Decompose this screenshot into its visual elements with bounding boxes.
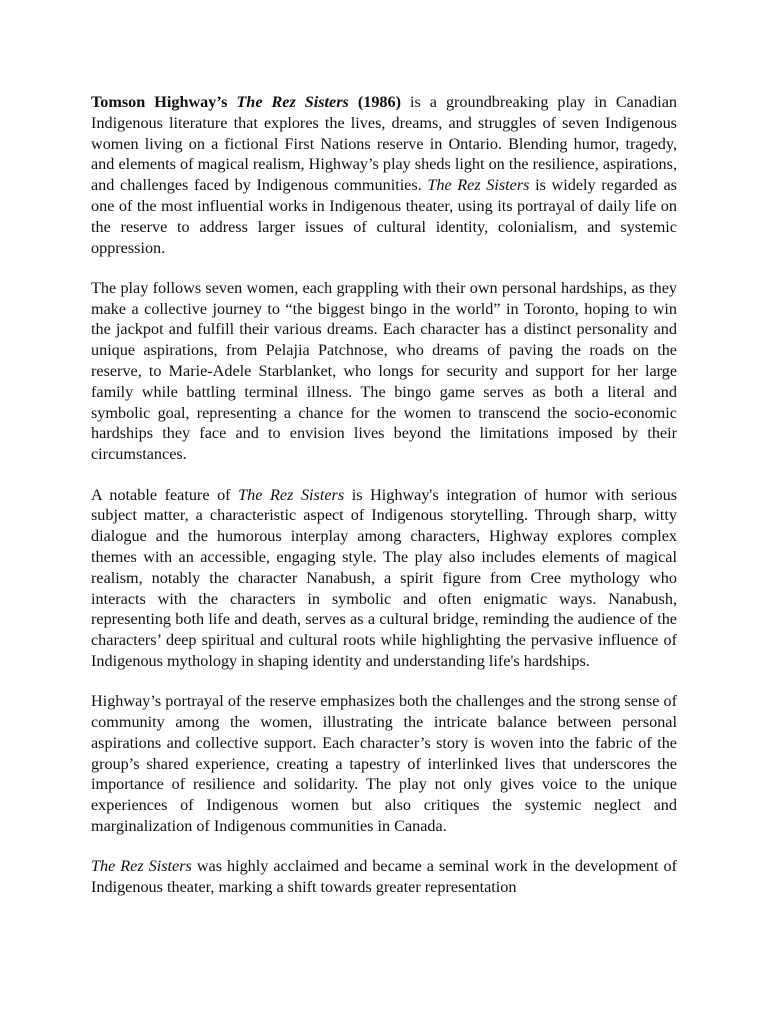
plot-text: The play follows seven women, each grappling with their own personal hardships, as they make a collective journey to “the biggest bingo in the world” in Toronto, hoping to win the jackpot and fulfill their various dreams. Each character has a distinct personality and unique aspirations, from Pelajia Patchnose, who dreams of paving the roads on the reserve, to Marie-Adele Starblanket, who longs for security and support for her large family while battling terminal illness. The bingo game serves as both a literal and symbolic goal, representing a chance for the women to transcend the socio-economic hardships they face and to envision lives beyond the limitations imposed by their circumstances. xyxy=(91,278,677,464)
intro-text: is a groundbreaking play in Canadian Indigenous literature that explores the lives, dreams, and struggles of seven Indigenous women living on a fictional First Nations reserve in Ontario. Blending humor, tragedy, and elements of magical realism, Highway’s play sheds light on the resilience, aspirations, and challenges faced by Indigenous communities. xyxy=(91,93,677,195)
intro-text: is widely regarded as one of the most influential works in Indigenous theater, using its portrayal of daily life on the reserve to address larger issues of cultural identity, colonialism, and systemic oppression. xyxy=(91,176,677,257)
humor-text: A notable feature of xyxy=(91,485,239,504)
legacy-text: was highly acclaimed and became a seminal work in the development of Indigenous theater, marking a shift towards greater representation xyxy=(91,857,677,897)
humor-text: is Highway's integration of humor with serious subject matter, a characteristic aspect of Indigenous storytelling. Through sharp, witty dialogue and the humorous interplay among characters, Highway explores complex themes with an accessible, engaging style. The play also includes elements of magical realism, notably the character Nanabush, a spirit figure from Cree mythology who interacts with the characters in symbolic and often enigmatic ways. Nanabush, representing both life and death, serves as a cultural bridge, reminding the audience of the characters’ deep spiritual and cultural roots while highlighting the pervasive influence of Indigenous mythology in shaping identity and understanding life's hardships. xyxy=(91,485,678,670)
paragraph-plot xyxy=(91,278,677,465)
paragraph-legacy xyxy=(91,856,677,898)
document-body xyxy=(91,92,677,898)
publication-year: (1986) xyxy=(348,93,401,111)
play-title: The Rez Sisters xyxy=(91,857,192,876)
play-title: The Rez Sisters xyxy=(236,93,349,111)
community-text: Highway’s portrayal of the reserve emphasizes both the challenges and the strong sense of community among the women, illustrating the intricate balance between personal aspirations and collective support. Each character’s story is woven into the fabric of the group’s shared experience, creating a tapestry of interlinked lives that underscores the importance of resilience and solidarity. The play not only gives voice to the unique experiences of Indigenous women but also critiques the systemic neglect and marginalization of Indigenous communities in Canada. xyxy=(91,692,677,835)
paragraph-intro xyxy=(91,92,677,258)
play-title: The Rez Sisters xyxy=(238,485,345,504)
paragraph-community xyxy=(91,691,677,837)
play-title: The Rez Sisters xyxy=(427,176,530,195)
author-possessive: Tomson Highway’s xyxy=(91,93,237,111)
paragraph-humor xyxy=(91,485,677,672)
